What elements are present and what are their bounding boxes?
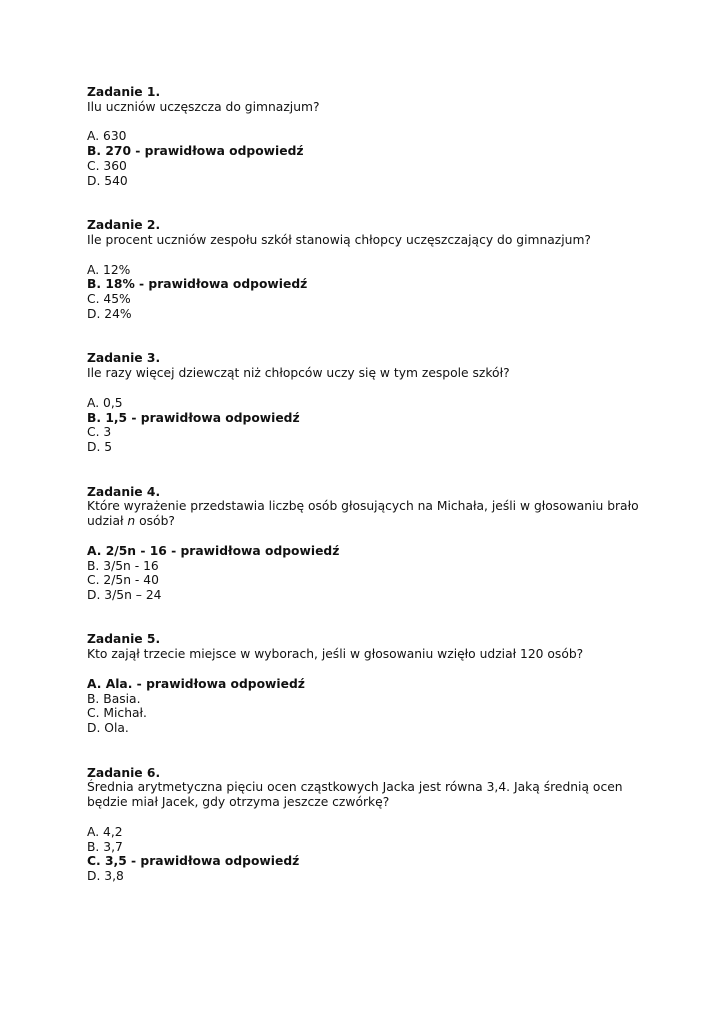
answer-option: A. 0,5 <box>87 395 123 410</box>
task-title: Zadanie 5. <box>87 632 161 647</box>
answer-option-correct: A. 2/5n - 16 - prawidłowa odpowiedź <box>87 543 340 558</box>
answer-option: C. Michał. <box>87 706 147 721</box>
task-title: Zadanie 4. <box>87 484 161 499</box>
task-question: Średnia arytmetyczna pięciu ocen cząstkowych Jacka jest równa 3,4. Jaką średnią ocen będzie miał Jacek, gdy otrzyma jeszcze czwórkę? <box>87 780 623 810</box>
answer-list <box>87 825 647 884</box>
task-question: Kto zajął trzecie miejsce w wyborach, jeśli w głosowaniu wzięło udział 120 osób? <box>87 647 584 662</box>
answer-list <box>87 129 647 188</box>
task-4 <box>87 485 647 603</box>
answer-option: C. 3 <box>87 425 112 440</box>
answer-option: D. 5 <box>87 440 113 455</box>
answer-list <box>87 396 647 455</box>
question-text: osób? <box>135 514 175 529</box>
document-page <box>87 85 647 884</box>
task-2 <box>87 218 647 322</box>
task-3 <box>87 351 647 455</box>
answer-option: D. 3,8 <box>87 869 124 884</box>
answer-option: A. 4,2 <box>87 824 123 839</box>
answer-option: D. 540 <box>87 173 128 188</box>
answer-option: D. 3/5n – 24 <box>87 588 162 603</box>
task-question <box>87 499 647 529</box>
task-question: Ilu uczniów uczęszcza do gimnazjum? <box>87 99 320 114</box>
task-5 <box>87 632 647 736</box>
answer-option: B. 3,7 <box>87 839 123 854</box>
task-title: Zadanie 6. <box>87 765 161 780</box>
answer-option-correct: B. 18% - prawidłowa odpowiedź <box>87 277 308 292</box>
answer-option: C. 45% <box>87 292 131 307</box>
answer-option: D. 24% <box>87 306 132 321</box>
answer-option: D. Ola. <box>87 721 129 736</box>
answer-list <box>87 263 647 322</box>
answer-list <box>87 544 647 603</box>
answer-option-correct: B. 1,5 - prawidłowa odpowiedź <box>87 410 300 425</box>
task-title: Zadanie 2. <box>87 218 161 233</box>
task-6 <box>87 766 647 884</box>
answer-option: A. 630 <box>87 129 127 144</box>
variable-n: n <box>127 514 136 529</box>
answer-option-correct: C. 3,5 - prawidłowa odpowiedź <box>87 854 300 869</box>
answer-option: C. 2/5n - 40 <box>87 573 159 588</box>
answer-option: C. 360 <box>87 158 127 173</box>
answer-option: B. 3/5n - 16 <box>87 558 159 573</box>
task-1 <box>87 85 647 189</box>
task-title: Zadanie 3. <box>87 351 161 366</box>
question-text: Które wyrażenie przedstawia liczbę osób głosujących na Michała, jeśli w głosowaniu brało udział <box>87 499 639 529</box>
answer-list <box>87 677 647 736</box>
answer-option: B. Basia. <box>87 691 141 706</box>
answer-option-correct: B. 270 - prawidłowa odpowiedź <box>87 144 304 159</box>
task-question: Ile razy więcej dziewcząt niż chłopców uczy się w tym zespole szkół? <box>87 366 510 381</box>
task-question: Ile procent uczniów zespołu szkół stanowią chłopcy uczęszczający do gimnazjum? <box>87 232 591 247</box>
answer-option: A. 12% <box>87 262 131 277</box>
answer-option-correct: A. Ala. - prawidłowa odpowiedź <box>87 676 305 691</box>
task-title: Zadanie 1. <box>87 85 161 99</box>
